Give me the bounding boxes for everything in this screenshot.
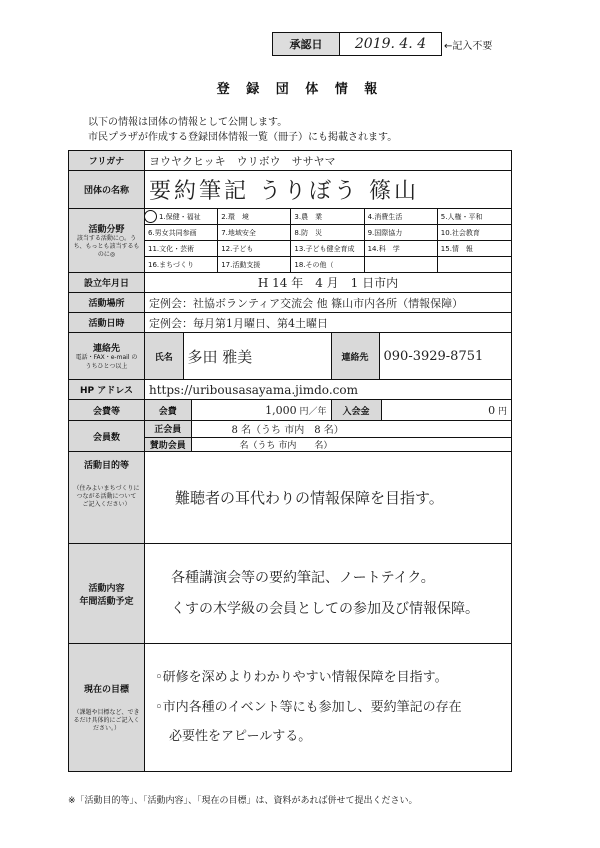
furigana-label: フリガナ (69, 151, 145, 171)
members-label: 会員数 (69, 421, 145, 452)
place-value: 定例会：社協ボランティア交流会 他 篠山市内各所（情報保障） (145, 293, 512, 313)
purpose-value: 難聴者の耳代わりの情報保障を目指す。 (145, 452, 512, 544)
org-name-label: 団体の名称 (69, 171, 145, 209)
support-members-value: 名（うち 市内 名） (191, 437, 511, 451)
furigana-value: ヨウヤクヒッキ ウリボウ ササヤマ (145, 151, 512, 171)
field-category: 5.人権・平和 (438, 209, 511, 225)
entry-fee-label: 入会金 (331, 400, 381, 420)
field-category (365, 257, 438, 272)
entry-fee-value: 0 (488, 403, 496, 417)
contact-label: 連絡先 (92, 344, 120, 355)
regular-members-label: 正会員 (145, 421, 191, 437)
selected-mark-icon (145, 210, 158, 223)
fee-label: 会費等 (69, 400, 145, 421)
field-category (438, 257, 511, 272)
registration-form (68, 150, 512, 772)
content-line-2: くすの木学級の会員としての参加及び情報保障。 (171, 600, 479, 617)
purpose-label: 活動目的等 (83, 461, 129, 471)
goal-line-3: 必要性をアピールする。 (169, 729, 312, 745)
org-name-value: 要約筆記 うりぼう 篠山 (145, 171, 512, 209)
fields-grid (145, 209, 511, 272)
goal-line-1: ◦研修を深めよりわかりやすい情報保障を目指す。 (155, 669, 448, 685)
field-category: 1.保健・福祉 (145, 209, 218, 225)
content-line-1: 各種講演会等の要約筆記、ノートテイク。 (171, 569, 435, 586)
field-category: 2.環 境 (218, 209, 291, 225)
field-category: 9.国際協力 (365, 225, 438, 241)
contact-phone-label: 連絡先 (331, 333, 379, 379)
regular-members-value: 8 名（うち 市内 8 名） (191, 421, 511, 437)
field-category: 3.農 業 (291, 209, 364, 225)
page-title: 登 録 団 体 情 報 (216, 82, 384, 97)
fields-label: 活動分野 (88, 224, 125, 235)
fee-unit: 円／年 (299, 406, 327, 417)
field-category: 7.地域安全 (218, 225, 291, 241)
goals-label: 現在の目標 (83, 684, 129, 695)
field-category: 8.防 災 (291, 225, 364, 241)
support-members-label: 賛助会員 (145, 437, 191, 451)
entry-fee-unit: 円 (497, 406, 507, 417)
contact-label-cell (69, 333, 145, 380)
goals-label-cell (69, 644, 145, 772)
field-category: 15.情 報 (438, 241, 511, 257)
contact-name-label: 氏名 (145, 333, 183, 379)
field-category: 13.子ども健全育成 (291, 241, 364, 257)
intro-line-2: 市民プラザが作成する登録団体情報一覧（冊子）にも掲載されます。 (88, 132, 398, 143)
hp-label: HP アドレス (69, 380, 145, 400)
fee-value: 1,000 (265, 403, 297, 417)
field-category: 14.科 学 (365, 241, 438, 257)
content-label-2: 年間活動予定 (79, 596, 134, 607)
fee-name-label: 会費 (145, 400, 191, 420)
approval-label: 承認日 (273, 33, 340, 55)
footnote: ※「活動目的等」、「活動内容」、「現在の目標」は、資料があれば併せて提出ください。 (68, 796, 418, 806)
contact-sub: 電話・FAX・e-mail のうちひとつ以上 (75, 354, 138, 370)
contact-phone-value: 090-3929-8751 (379, 333, 511, 379)
place-label: 活動場所 (69, 293, 145, 313)
schedule-label: 活動日時 (69, 313, 145, 333)
field-category: 16.まちづくり (145, 257, 218, 272)
field-category: 12.子ども (218, 241, 291, 257)
fields-sub: 該当する活動に○。うち、もっとも該当するものに◎ (73, 234, 140, 259)
content-label: 活動内容 (88, 583, 125, 594)
approval-box (272, 32, 442, 56)
contact-name-value: 多田 雅美 (183, 333, 331, 379)
hp-value: https://uribousasayama.jimdo.com (145, 380, 512, 400)
goals-sub: （課題や目標など、できるだけ具体的にご記入ください。） (73, 708, 140, 733)
field-category: 4.消費生活 (365, 209, 438, 225)
field-category: 17.活動支援 (218, 257, 291, 272)
field-category: 18.その他（ (291, 257, 364, 272)
fields-grid-cell (145, 209, 512, 273)
approval-date: 2019. 4. 4 (354, 36, 427, 52)
field-category: 11.文化・芸術 (145, 241, 218, 257)
goal-line-2: ◦市内各種のイベント等にも参加し、要約筆記の存在 (155, 699, 462, 715)
purpose-sub: （住みよいまちづくりにつながる活動について ご記入ください） (73, 485, 140, 509)
schedule-value: 定例会：毎月第1月曜日、第4土曜日 (145, 313, 512, 333)
content-label-cell (69, 544, 145, 644)
field-category: 6.男女共同参画 (145, 225, 218, 241)
fields-label-cell (69, 209, 145, 273)
field-category: 10.社会教育 (438, 225, 511, 241)
established-label: 設立年月日 (69, 273, 145, 293)
purpose-label-cell (69, 452, 145, 544)
established-value: H 14 年 4 月 1 日市内 (145, 273, 512, 293)
intro-line-1: 以下の情報は団体の情報として公開します。 (88, 117, 288, 128)
approval-note: ←記入不要 (444, 41, 493, 52)
